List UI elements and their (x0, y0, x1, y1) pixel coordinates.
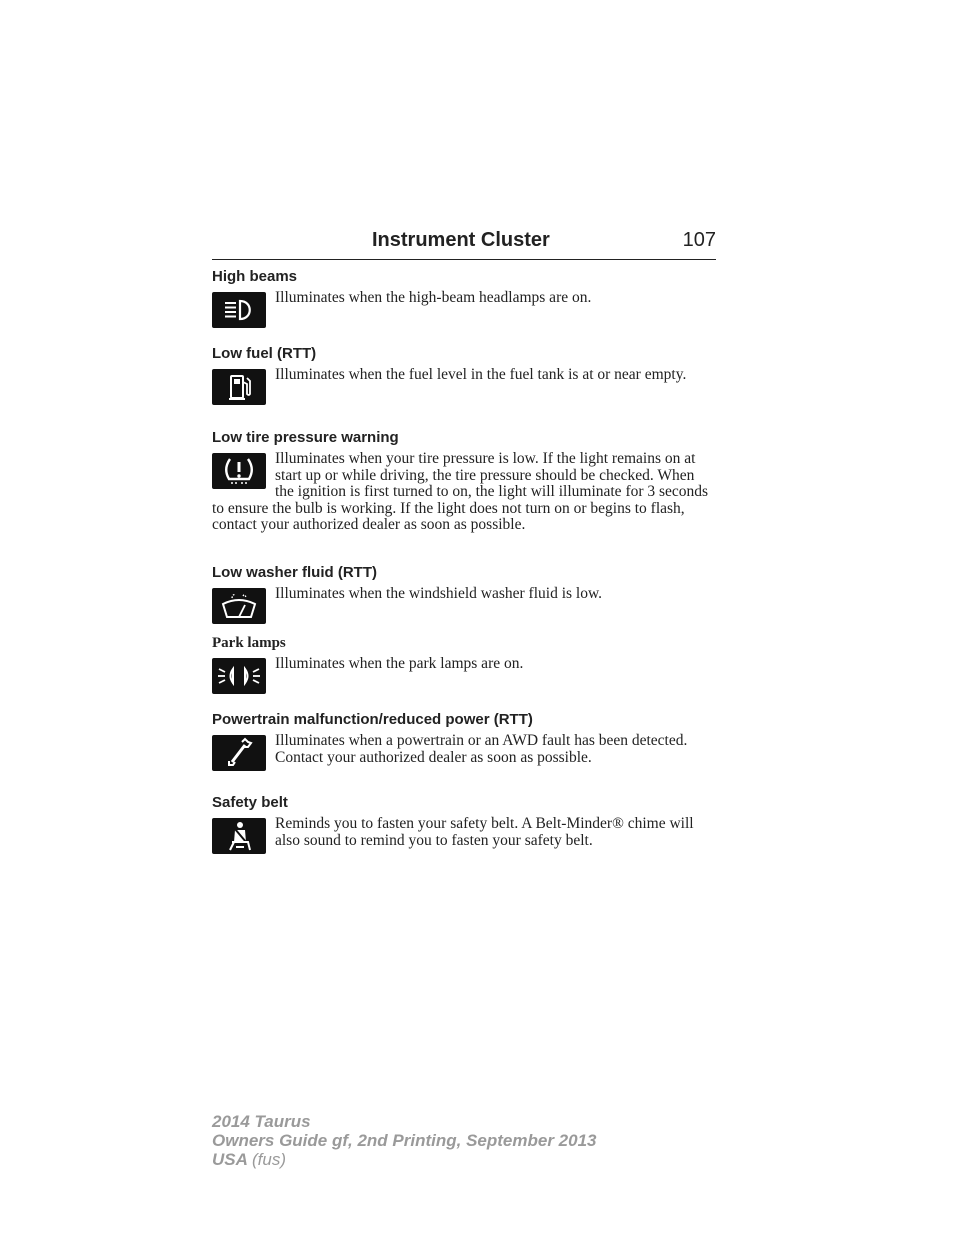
wrench-icon (212, 735, 266, 771)
section-low-washer-fluid (212, 564, 716, 626)
park-lamps-icon (212, 658, 266, 694)
section-powertrain-malfunction (212, 711, 716, 773)
section-text: Illuminates when a powertrain or an AWD fault has been detected. Contact your authorized dealer as soon as possible. (275, 732, 688, 766)
section-safety-belt (212, 794, 716, 856)
section-text: Illuminates when the high-beam headlamps are on. (275, 289, 592, 306)
section-heading: Low fuel (RTT) (212, 345, 317, 362)
section-text: Illuminates when the windshield washer fluid is low. (275, 585, 603, 602)
section-text: Illuminates when your tire pressure is low. If the light remains on at start up or while driving, the tire pressure should be checked. When the ignition is first turned to on, the light will illuminate for 3 seconds to ensure the bulb is working. If the light does not turn on or begins to flash, contact your authorized dealer as soon as possible. (212, 450, 709, 533)
section-text: Reminds you to fasten your safety belt. A Belt-Minder® chime will also sound to remind you to fasten your safety belt. (275, 815, 694, 849)
section-text: Illuminates when the park lamps are on. (275, 655, 524, 672)
washer-fluid-icon (212, 588, 266, 624)
page-title: Instrument Cluster (372, 229, 550, 251)
section-heading: Safety belt (212, 794, 288, 811)
footer-region (212, 1150, 596, 1169)
footer-region-code: (fus) (252, 1150, 286, 1169)
fuel-pump-icon (212, 369, 266, 405)
section-text: Illuminates when the fuel level in the fuel tank is at or near empty. (275, 366, 687, 383)
page-header (212, 229, 716, 260)
section-low-tire-pressure (212, 429, 716, 534)
section-heading: High beams (212, 268, 298, 285)
section-heading: Low washer fluid (RTT) (212, 564, 377, 581)
safety-belt-icon (212, 818, 266, 854)
section-heading: Low tire pressure warning (212, 429, 399, 446)
section-high-beams (212, 268, 716, 330)
footer-model: 2014 Taurus (212, 1112, 311, 1131)
page-number: 107 (682, 229, 716, 251)
section-heading: Powertrain malfunction/reduced power (RTT) (212, 711, 533, 728)
page-footer (212, 1112, 596, 1169)
footer-country: USA (212, 1150, 248, 1169)
section-heading: Park lamps (212, 635, 286, 651)
tire-pressure-icon (212, 453, 266, 489)
footer-guide-info: Owners Guide gf, 2nd Printing, September 2013 (212, 1131, 597, 1150)
section-low-fuel (212, 345, 716, 407)
section-park-lamps (212, 634, 716, 696)
high-beam-icon (212, 292, 266, 328)
